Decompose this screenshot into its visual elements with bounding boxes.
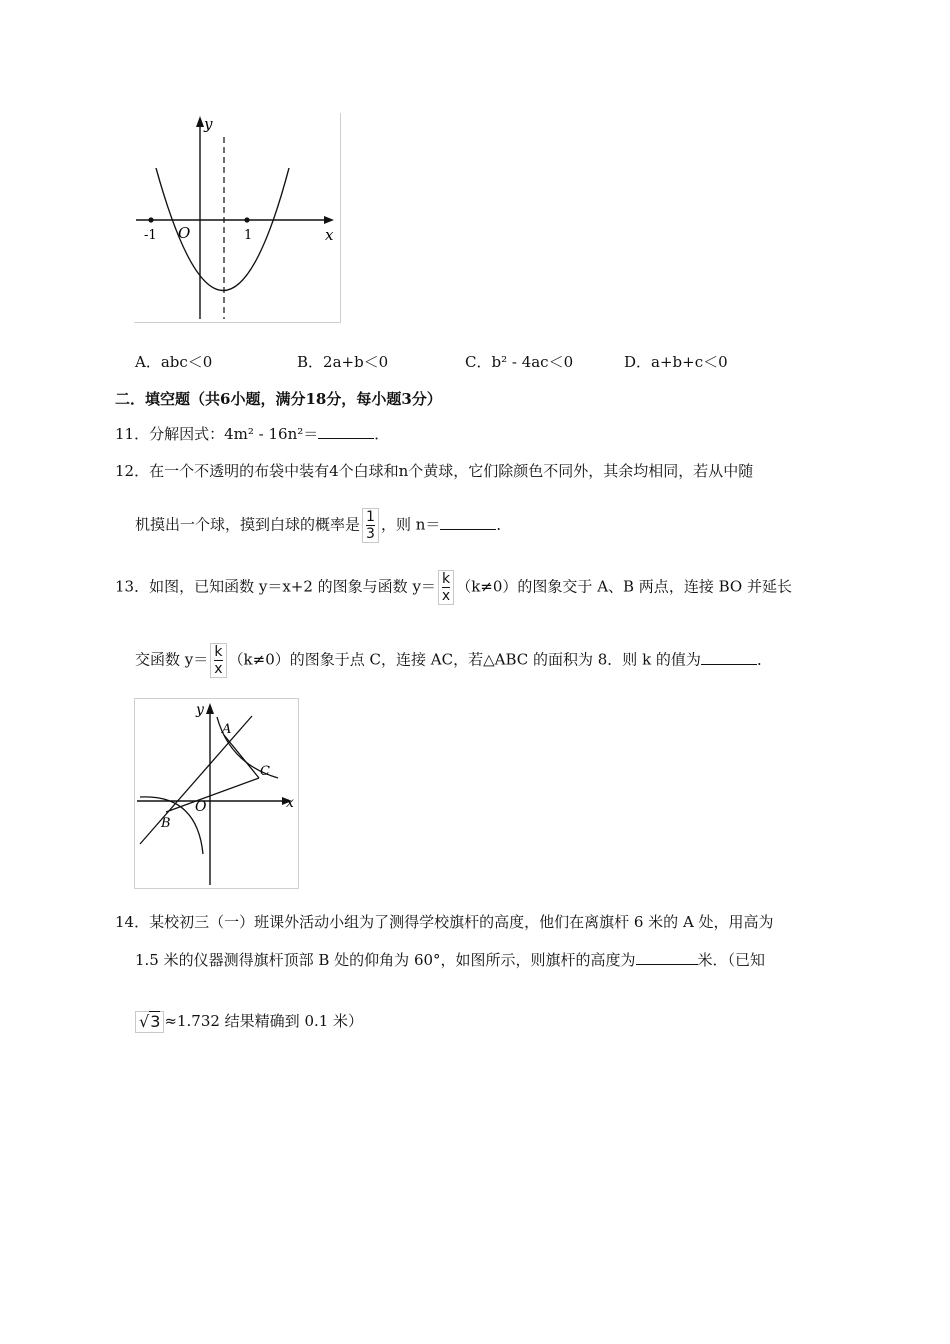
fig1-y-label: y [204, 115, 213, 133]
q13-line1-a: 如图，已知函数 y＝x+2 的图象与函数 y＝ [149, 577, 436, 596]
q13-fraction-2 [210, 643, 226, 678]
q12-line2-a: 机摸出一个球，摸到白球的概率是 [135, 515, 361, 534]
q13-frac1-den: x [441, 588, 451, 604]
hyperbola-figure [134, 698, 299, 889]
q12-answer-blank[interactable] [440, 515, 496, 530]
section-header: 二．填空题（共6小题，满分18分，每小题3分） [115, 390, 442, 408]
q14-line2-a: 1.5 米的仪器测得旗杆顶部 B 处的仰角为 60°，如图所示，则旗杆的高度为 [135, 951, 636, 969]
q14-line3: ≈1.732 结果精确到 0.1 米） [164, 1012, 364, 1030]
q11-text: 分解因式：4m² - 16n²＝ [149, 425, 319, 443]
q13-line2-a: 交函数 y＝ [135, 650, 209, 669]
q12-line1: 在一个不透明的布袋中装有4个白球和n个黄球，它们除颜色不同外，其余均相同，若从中随 [149, 462, 754, 480]
q14-line1: 某校初三（一）班课外活动小组为了测得学校旗杆的高度，他们在离旗杆 6 米的 A 处，用高为 [149, 913, 774, 931]
q14-line2-b: 米．（已知 [697, 951, 766, 969]
fig2-y-label: y [196, 702, 204, 718]
q13-end: ． [756, 650, 772, 669]
question-13-line1 [115, 570, 792, 605]
choice-a: A．abc＜0 [135, 353, 213, 371]
question-13-line2 [135, 643, 772, 678]
q12-frac-den: 3 [366, 526, 375, 542]
sqrt-3: √3 [135, 1011, 164, 1033]
question-11 [115, 423, 389, 444]
q14-answer-blank[interactable] [636, 950, 698, 965]
q13-answer-blank[interactable] [701, 650, 757, 665]
q13-number: 13． [115, 577, 150, 596]
q13-frac2-num: k [214, 644, 223, 660]
q12-end: ． [496, 515, 512, 534]
q12-number: 12． [115, 462, 150, 480]
question-14-line1 [115, 911, 774, 932]
q13-line2-b: （k≠0）的图象于点 C，连接 AC，若△ABC 的面积为 8．则 k 的值为 [228, 650, 701, 669]
choice-b: B．2a+b＜0 [297, 353, 389, 371]
question-12-line1 [115, 460, 753, 481]
fig2-origin-label: O [195, 799, 207, 815]
q13-frac1-num: k [442, 571, 451, 587]
q12-line2-b: ，则 n＝ [380, 515, 441, 534]
question-14-line3 [135, 1010, 363, 1033]
q12-frac-num: 1 [366, 509, 375, 525]
q11-end: ． [374, 425, 390, 443]
choice-d: D．a+b+c＜0 [624, 353, 728, 371]
fig2-x-label: x [286, 795, 294, 811]
q13-fraction-1 [438, 570, 454, 605]
fig1-tick-1: 1 [244, 228, 253, 243]
q13-frac2-den: x [214, 661, 223, 677]
q12-fraction [362, 508, 379, 543]
choice-c: C．b² - 4ac＜0 [465, 353, 574, 371]
q14-number: 14． [115, 913, 150, 931]
question-12-line2 [135, 508, 511, 543]
fig1-origin-label: O [178, 224, 191, 242]
q11-number: 11． [115, 425, 150, 443]
fig2-point-c: C [260, 764, 270, 779]
fig2-point-a: A [222, 722, 232, 737]
question-14-line2 [135, 949, 765, 970]
q11-answer-blank[interactable] [318, 424, 374, 439]
sqrt-radicand: 3 [150, 1012, 161, 1031]
q13-line1-b: （k≠0）的图象交于 A、B 两点，连接 BO 并延长 [456, 577, 792, 596]
parabola-figure [134, 113, 341, 323]
fig1-x-label: x [325, 226, 334, 244]
fig2-point-b: B [161, 816, 171, 831]
fig1-tick-neg1: -1 [144, 228, 157, 243]
